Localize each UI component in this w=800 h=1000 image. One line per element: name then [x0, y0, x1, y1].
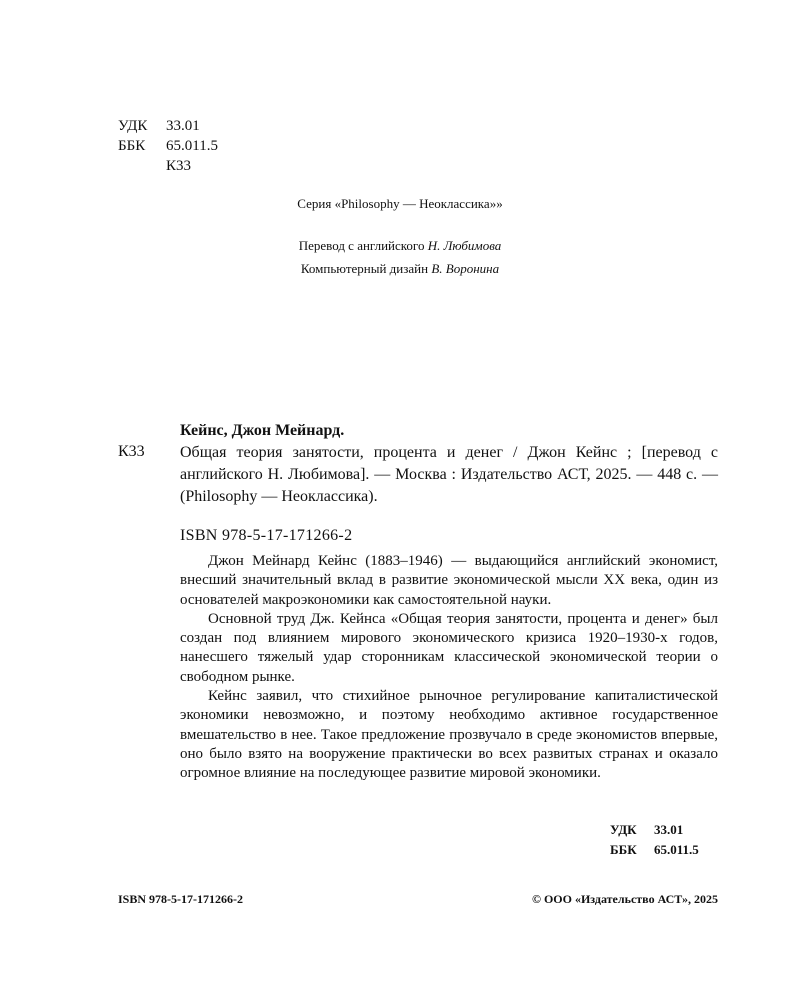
annotation-paragraph: Джон Мейнард Кейнс (1883–1946) — выдающийся английский экономист, внесший значительный вклад в развитие экономической мысли XX века, один из основателей макроэкономики как самостоятельной науки.: [180, 553, 718, 608]
udk-value: 33.01: [166, 118, 200, 134]
catalog-code: К33: [118, 443, 145, 460]
catalog-description: Общая теория занятости, процента и денег / Джон Кейнс ; [перевод с английского Н. Любимова]. — Москва : Издательство АСТ, 2025. — 448 с. — (Philosophy — Неоклассика).: [180, 444, 718, 505]
codes-bottom-bbk-value: 65.011.5: [654, 842, 699, 857]
translation-prefix: Перевод с английского: [298, 238, 425, 253]
bbk-label: ББК: [118, 138, 146, 154]
codes-bottom-bbk: [610, 840, 699, 860]
footer-isbn: ISBN 978-5-17-171266-2: [118, 892, 243, 906]
translation-credit: [0, 238, 800, 254]
udk-row: [118, 116, 218, 136]
catalog-author: Кейнс, Джон Мейнард.: [180, 422, 345, 439]
annotation: [180, 552, 718, 784]
series-line: Серия «Philosophy — Неоклассика»»: [297, 196, 503, 211]
catalog-isbn: ISBN 978-5-17-171266-2: [180, 527, 353, 544]
annotation-paragraph: Кейнс заявил, что стихийное рыночное регулирование капиталистической экономики невозможно, и поэтому необходимо активное государственное вмешательство в нее. Такое предложение прозвучало в среде экономистов впервые, оно было взято на вооружение практически во всех развитых странах и оказало огромное влияние на последующее развитие мировой экономики.: [180, 688, 718, 782]
codes-bottom-bbk-label: ББК: [610, 842, 637, 857]
codes-bottom-udk: [610, 820, 699, 840]
author-mark: К33: [166, 158, 192, 174]
codes-bottom: [610, 820, 699, 860]
classification-block: [118, 116, 218, 176]
udk-label: УДК: [118, 118, 148, 134]
footer-copyright: © ООО «Издательство АСТ», 2025: [531, 892, 718, 906]
codes-bottom-udk-label: УДК: [610, 822, 637, 837]
designer-name: В. Воронина: [431, 261, 500, 276]
design-credit: [0, 261, 800, 277]
translator-name: Н. Любимова: [427, 238, 502, 253]
codes-bottom-udk-value: 33.01: [654, 822, 684, 837]
design-prefix: Компьютерный дизайн: [300, 261, 429, 276]
bbk-value: 65.011.5: [166, 138, 218, 154]
annotation-paragraph: Основной труд Дж. Кейнса «Общая теория занятости, процента и денег» был создан под влиянием мирового экономического кризиса 1920–1930-х годов, нанесшего тяжелый удар сторонникам классической экономической теории о свободном рынке.: [180, 610, 718, 685]
bbk-row: [118, 136, 218, 156]
